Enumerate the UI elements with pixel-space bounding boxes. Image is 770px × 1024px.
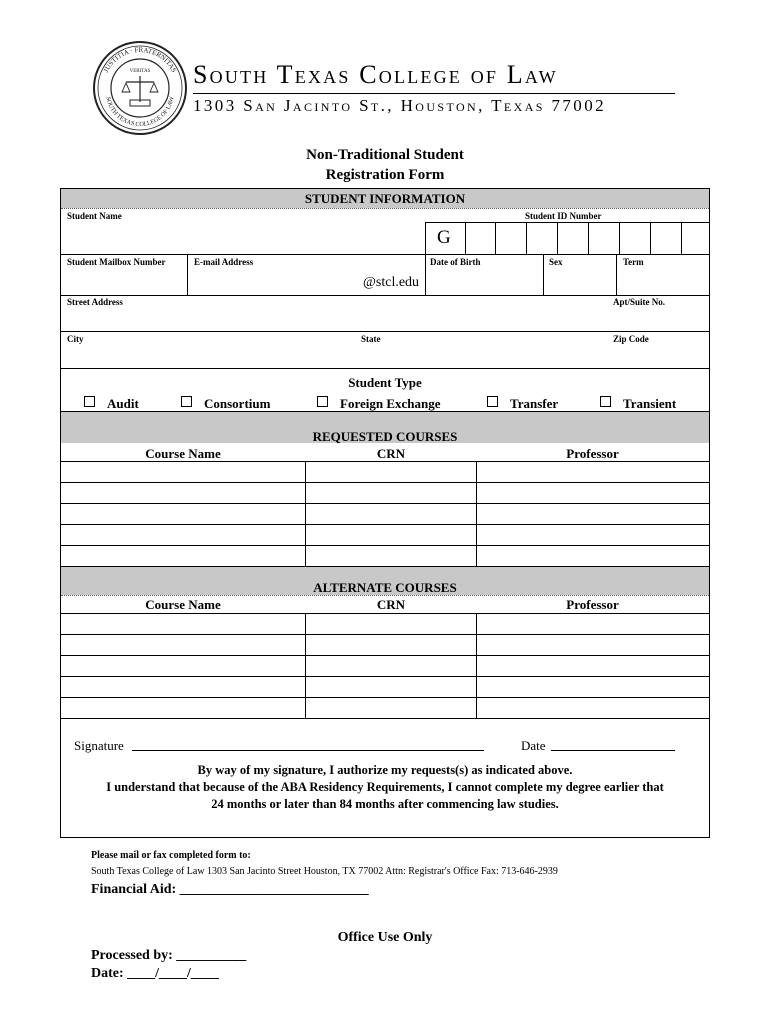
- office-use-heading: Office Use Only: [337, 930, 433, 945]
- transfer-label: Transfer: [510, 396, 559, 411]
- term-field[interactable]: [617, 268, 709, 294]
- sex-label: Sex: [549, 257, 563, 267]
- seal-motto: VERITAS: [129, 69, 151, 74]
- divider: [61, 208, 709, 209]
- college-address: 1303 San Jacinto St., Houston, Texas 77002: [193, 96, 606, 115]
- email-label: E-mail Address: [194, 257, 254, 267]
- alternate-course-row[interactable]: [61, 656, 709, 676]
- student-info-heading: STUDENT INFORMATION: [304, 191, 466, 206]
- form-title-line1: Non-Traditional Student: [306, 147, 464, 163]
- apt-label: Apt/Suite No.: [613, 297, 666, 307]
- requested-course-name-header: Course Name: [145, 446, 221, 461]
- form-title: [0, 145, 770, 185]
- declaration-line1: By way of my signature, I authorize my requests(s) as indicated above.: [197, 763, 573, 777]
- transient-checkbox[interactable]: [600, 396, 611, 407]
- divider: [61, 595, 709, 596]
- foreign-exchange-label: Foreign Exchange: [340, 396, 441, 411]
- student-id-label: Student ID Number: [525, 211, 602, 221]
- college-seal: [92, 40, 188, 136]
- city-label: City: [67, 334, 84, 344]
- signature-line[interactable]: [132, 750, 484, 751]
- requested-courses-heading: REQUESTED COURSES: [312, 429, 458, 444]
- transient-label: Transient: [623, 396, 677, 411]
- state-label: State: [361, 334, 381, 344]
- street-label: Street Address: [67, 297, 123, 307]
- alternate-course-row[interactable]: [61, 677, 709, 697]
- mail-fax-address: South Texas College of Law 1303 San Jacinto Street Houston, TX 77002 Attn: Registrar's Office Fax: 713-646-2939: [91, 866, 558, 877]
- term-label: Term: [623, 257, 644, 267]
- foreign-exchange-checkbox[interactable]: [317, 396, 328, 407]
- sex-field[interactable]: [544, 268, 615, 294]
- student-name-label: Student Name: [67, 211, 122, 221]
- email-field[interactable]: [188, 268, 424, 294]
- alternate-course-name-header: Course Name: [145, 597, 221, 612]
- requested-crn-header: CRN: [376, 446, 406, 461]
- city-state-zip-field[interactable]: [61, 345, 709, 367]
- processed-by: Processed by: __________: [91, 948, 247, 963]
- transfer-checkbox[interactable]: [487, 396, 498, 407]
- requested-course-row[interactable]: [61, 504, 709, 524]
- requested-professor-header: Professor: [566, 446, 619, 461]
- email-domain: @stcl.edu: [363, 275, 420, 290]
- requested-course-row[interactable]: [61, 462, 709, 482]
- mailbox-label: Student Mailbox Number: [67, 257, 166, 267]
- registration-form-box: [60, 188, 710, 838]
- dob-label: Date of Birth: [430, 257, 481, 267]
- seal-ring-text: JUSTITIA · FRATERNITAS: [101, 45, 179, 74]
- alternate-courses-heading: ALTERNATE COURSES: [313, 580, 457, 595]
- alternate-course-row[interactable]: [61, 614, 709, 634]
- consortium-label: Consortium: [204, 396, 271, 411]
- requested-course-row[interactable]: [61, 483, 709, 503]
- financial-aid: Financial Aid: ___________________________: [91, 882, 369, 897]
- declaration-line2: I understand that because of the ABA Residency Requirements, I cannot complete my degree earlier that: [106, 780, 664, 794]
- header-rule: [193, 93, 675, 94]
- alternate-course-row[interactable]: [61, 698, 709, 718]
- student-name-field[interactable]: [61, 222, 424, 254]
- student-id-prefix: G: [437, 227, 451, 248]
- signature-label: Signature: [74, 738, 124, 753]
- declaration-line3: 24 months or later than 84 months after commencing law studies.: [211, 797, 559, 811]
- mail-fax-label: Please mail or fax completed form to:: [91, 850, 251, 861]
- processed-date: Date: ____/____/____: [91, 966, 219, 981]
- seal-lower-text: SOUTH TEXAS COLLEGE OF LAW: [104, 95, 176, 129]
- alternate-course-row[interactable]: [61, 635, 709, 655]
- date-line[interactable]: [551, 750, 675, 751]
- requested-course-row[interactable]: [61, 525, 709, 545]
- form-title-line2: Registration Form: [325, 167, 445, 183]
- dob-field[interactable]: [426, 268, 542, 294]
- consortium-checkbox[interactable]: [181, 396, 192, 407]
- student-id-field[interactable]: [466, 222, 709, 254]
- requested-course-row[interactable]: [61, 546, 709, 566]
- street-field[interactable]: [61, 308, 709, 330]
- audit-label: Audit: [107, 396, 139, 411]
- student-type-heading: Student Type: [348, 375, 422, 390]
- college-name: South Texas College of Law: [193, 60, 558, 89]
- alternate-crn-header: CRN: [376, 597, 406, 612]
- zip-label: Zip Code: [613, 334, 649, 344]
- audit-checkbox[interactable]: [84, 396, 95, 407]
- mailbox-field[interactable]: [61, 268, 186, 294]
- date-label: Date: [521, 738, 546, 753]
- alternate-professor-header: Professor: [566, 597, 619, 612]
